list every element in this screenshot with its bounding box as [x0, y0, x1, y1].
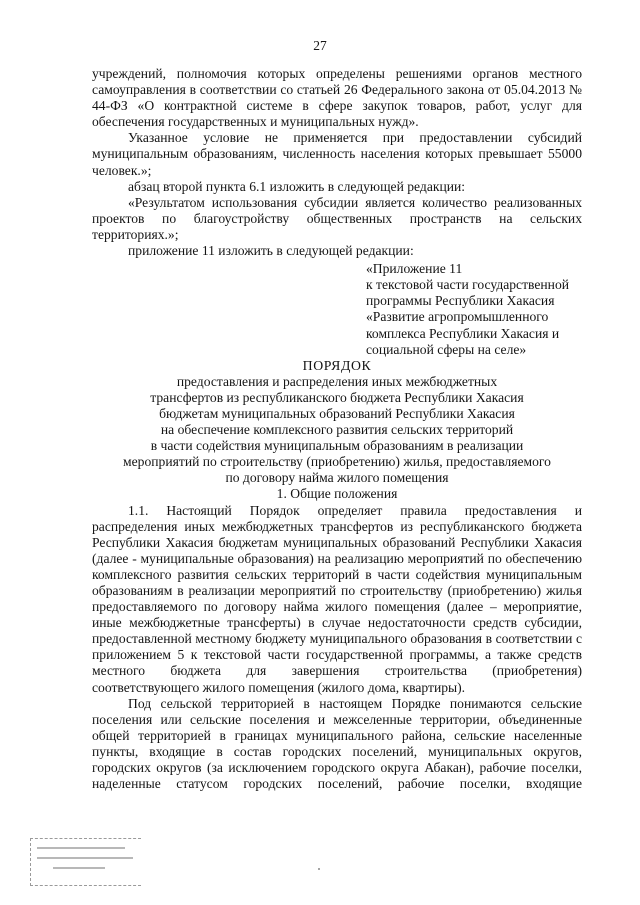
paragraph: Указанное условие не применяется при предоставлении субсидий муниципальным образованиям, численность населения которых превышает 55000 человек.»; [92, 130, 582, 178]
document-title [92, 358, 582, 487]
title-line: мероприятий по строительству (приобретению) жилья, предоставляемого [123, 454, 551, 470]
appendix-line: «Приложение 11 [366, 261, 463, 277]
title-line: трансфертов из республиканского бюджета Республики Хакасия [150, 389, 524, 405]
title-heading: ПОРЯДОК [302, 357, 372, 373]
paragraph: приложение 11 изложить в следующей редакции: [128, 243, 414, 259]
paragraph: абзац второй пункта 6.1 изложить в следующей редакции: [128, 178, 466, 194]
paragraph: 1.1. Настоящий Порядок определяет правила предоставления и распределения иных межбюджетных трансфертов из республиканского бюджета Республики Хакасия бюджетам муниципальных образований Республики Хакасия (далее - муниципальные образования) на реализацию мероприятий по обеспечению комплексного развития сельских территорий в части содействия муниципальным образованиям в реализации мероприятий по строительству (приобретению) жилья предоставляемого по договору найма жилого помещения (далее – мероприятие, иные межбюджетные трансферты) в случае недостаточности средств субсидии, предоставленной местному бюджету муниципального образования в соответствии с приложением 5 к текстовой части государственной программы, а также средств местного бюджета для завершения строительства (приобретения) соответствующего жилого помещения (жилого дома, квартиры). [92, 502, 582, 695]
appendix-line: к текстовой части государственной [366, 277, 570, 293]
title-line: бюджетам муниципальных образований Республики Хакасия [159, 405, 515, 421]
appendix-line: комплекса Республики Хакасия и [366, 325, 560, 341]
page-number: 27 [313, 38, 327, 53]
paragraph: Под сельской территорией в настоящем Порядке понимаются сельские поселения или сельские поселения и межселенные территории, объединенные общей территорией в границах муниципального района, сельские населенные пункты, входящие в состав городских поселений, муниципальных округов, городских округов (за исключением городского округа Абакан), рабочие поселки, наделенные статусом городских поселений, рабочие поселки, входящие [92, 695, 582, 792]
scan-mark [318, 868, 320, 870]
paragraph: «Результатом использования субсидии является количество реализованных проектов по благоустройству общественных пространств на сельских территориях.»; [92, 194, 582, 242]
section-heading: 1. Общие положения [276, 486, 398, 502]
title-line: по договору найма жилого помещения [225, 470, 449, 486]
title-line: на обеспечение комплексного развития сельских территорий [160, 422, 514, 438]
appendix-line: социальной сферы на селе» [366, 341, 527, 357]
appendix-note [366, 261, 582, 358]
appendix-line: программы Республики Хакасия [366, 293, 555, 309]
document-body [92, 66, 582, 792]
paragraph: учреждений, полномочия которых определены решениями органов местного самоуправления в соответствии со статьей 26 Федерального закона от 05.04.2013 № 44-ФЗ «О контрактной системе в сфере закупок товаров, работ, услуг для обеспечения государственных и муниципальных нужд». [92, 66, 582, 130]
registration-stamp [30, 838, 141, 886]
appendix-line: «Развитие агропромышленного [366, 309, 549, 325]
title-line: в части содействия муниципальным образованиям в реализации [150, 438, 524, 454]
title-line: предоставления и распределения иных межбюджетных [176, 373, 498, 389]
